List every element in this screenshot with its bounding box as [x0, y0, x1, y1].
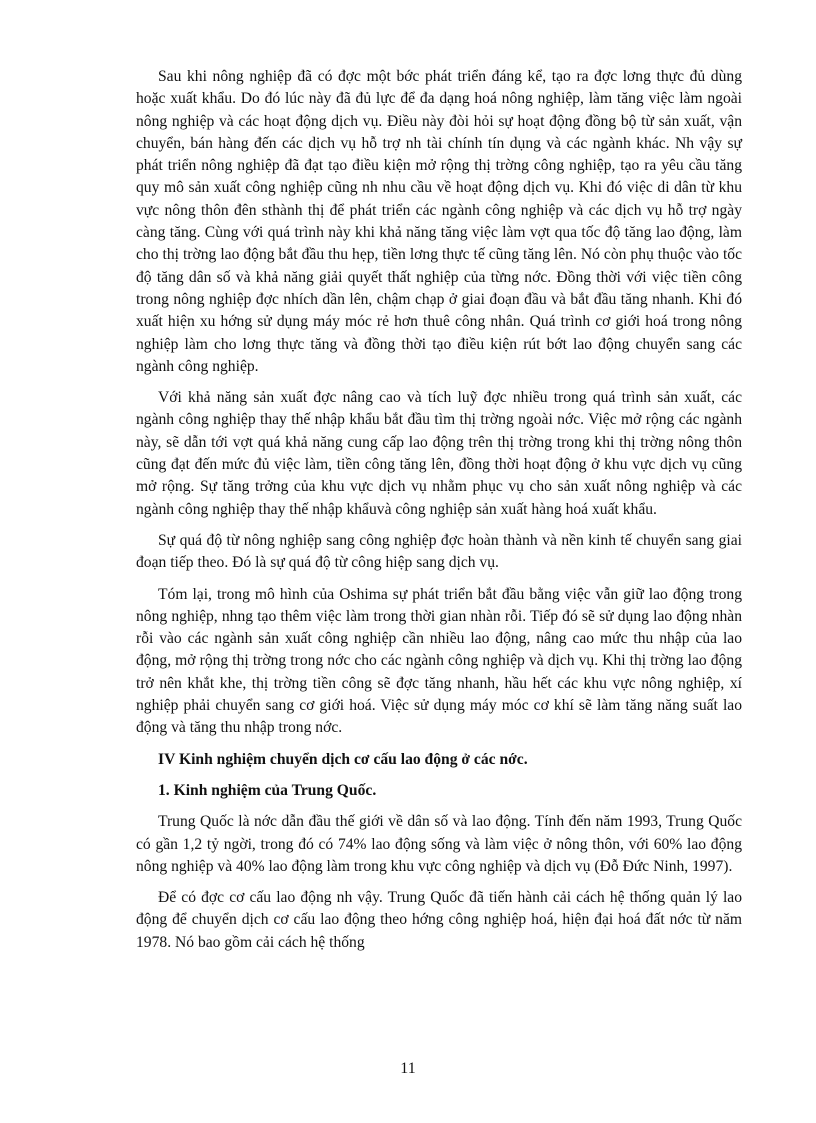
body-paragraph: Sau khi nông nghiệp đã có đợc một bớc phát triển đáng kể, tạo ra đợc lơng thực đủ dùng hoặc xuất khẩu. Do đó lúc này đã đủ lực để đa dạng hoá nông nghiệp, làm tăng việc làm ngoài nông nghiệp và các hoạt động dịch vụ. Điều này đòi hỏi sự hoạt động đồng bộ từ sản xuất, vận chuyển, bán hàng đến các dịch vụ hỗ trợ nh tài chính tín dụng và các ngành khác. Nh vậy sự phát triển nông nghiệp đã đạt tạo điều kiện mở rộng thị trờng công nghiệp, tạo ra yêu cầu tăng quy mô sản xuất công nghiệp cũng nh nhu cầu về hoạt động dịch vụ. Khi đó việc di dân từ khu vực nông thôn đên sthành thị để phát triển các ngành công nghiệp và các dịch vụ hỗ trợ ngày càng tăng. Cùng với quá trình này khi khả năng tăng việc làm vợt qua tốc độ tăng lao động, làm cho thị trờng lao động bắt đầu thu hẹp, tiền lơng thực tế cũng tăng lên. Nó còn phụ thuộc vào tốc độ tăng dân số và khả năng giải quyết thất nghiệp của từng nớc. Đồng thời với việc tiền công trong nông nghiệp đợc nhích dần lên, chậm chạp ở giai đoạn đầu và bắt đầu tăng nhanh. Khi đó xuất hiện xu hớng sử dụng máy móc rẻ hơn thuê công nhân. Quá trình cơ giới hoá trong nông nghiệp làm cho lơng thực tăng và đồng thời tạo điều kiện rút bớt lao động chuyển sang các ngành công nghiệp.: [136, 68, 742, 375]
body-paragraph: Để có đợc cơ cấu lao động nh vậy. Trung Quốc đã tiến hành cải cách hệ thống quản lý lao động để chuyển dịch cơ cấu lao động theo hớng công nghiệp hoá, hiện đại hoá đất nớc từ năm 1978. Nó bao gồm cải cách hệ thống: [136, 889, 742, 951]
body-paragraph: Với khả năng sản xuất đợc nâng cao và tích luỹ đợc nhiều trong quá trình sản xuất, các ngành công nghiệp thay thế nhập khẩu bắt đầu tìm thị trờng ngoài nớc. Việc mở rộng các ngành này, sẽ dẫn tới vợt quá khả năng cung cấp lao động trên thị trờng trong khi thị trờng nông thôn cũng đạt đến mức đủ việc làm, tiền công tăng lên, đồng thời hoạt động ở khu vực dịch vụ cũng mở rộng. Sự tăng trởng của khu vực dịch vụ nhằm phục vụ cho sản xuất nông nghiệp và các ngành công nghiệp thay thế nhập khẩuvà công nghiệp sản xuất hàng hoá xuất khẩu.: [136, 389, 742, 518]
body-paragraph: Tóm lại, trong mô hình của Oshima sự phát triển bắt đầu bằng việc vẫn giữ lao động trong nông nghiệp, nhng tạo thêm việc làm trong thời gian nhàn rỗi. Tiếp đó sẽ sử dụng lao động nhàn rỗi vào các ngành sản xuất công nghiệp cần nhiều lao động, nâng cao mức thu nhập của lao động, mở rộng thị trờng trong nớc cho các ngành công nghiệp và dịch vụ. Khi thị trờng lao động trở nên khắt khe, thị trờng tiền công sẽ đợc tăng nhanh, hầu hết các khu vực nông nghiệp, xí nghiệp phải chuyển sang cơ giới hoá. Việc sử dụng máy móc cơ khí sẽ làm tăng năng suất lao động và tăng thu nhập trong nớc.: [136, 585, 742, 737]
body-paragraph: Trung Quốc là nớc dẫn đầu thế giới về dân số và lao động. Tính đến năm 1993, Trung Quốc có gần 1,2 tỷ ngời, trong đó có 74% lao động sống và làm việc ở nông thôn, với 60% lao động nông nghiệp và 40% lao động làm trong khu vực công nghiệp và dịch vụ (Đỗ Đức Ninh, 1997).: [136, 813, 742, 875]
page-number: 11: [400, 1060, 416, 1077]
subsection-heading: 1. Kinh nghiệm của Trung Quốc.: [158, 781, 377, 799]
section-heading: IV Kinh nghiệm chuyển dịch cơ cấu lao động ở các nớc.: [158, 750, 528, 768]
body-paragraph: Sự quá độ từ nông nghiệp sang công nghiệp đợc hoàn thành và nền kinh tế chuyển sang giai đoạn tiếp theo. Đó là sự quá độ từ công hiệp sang dịch vụ.: [136, 531, 742, 572]
document-body: [136, 66, 742, 963]
